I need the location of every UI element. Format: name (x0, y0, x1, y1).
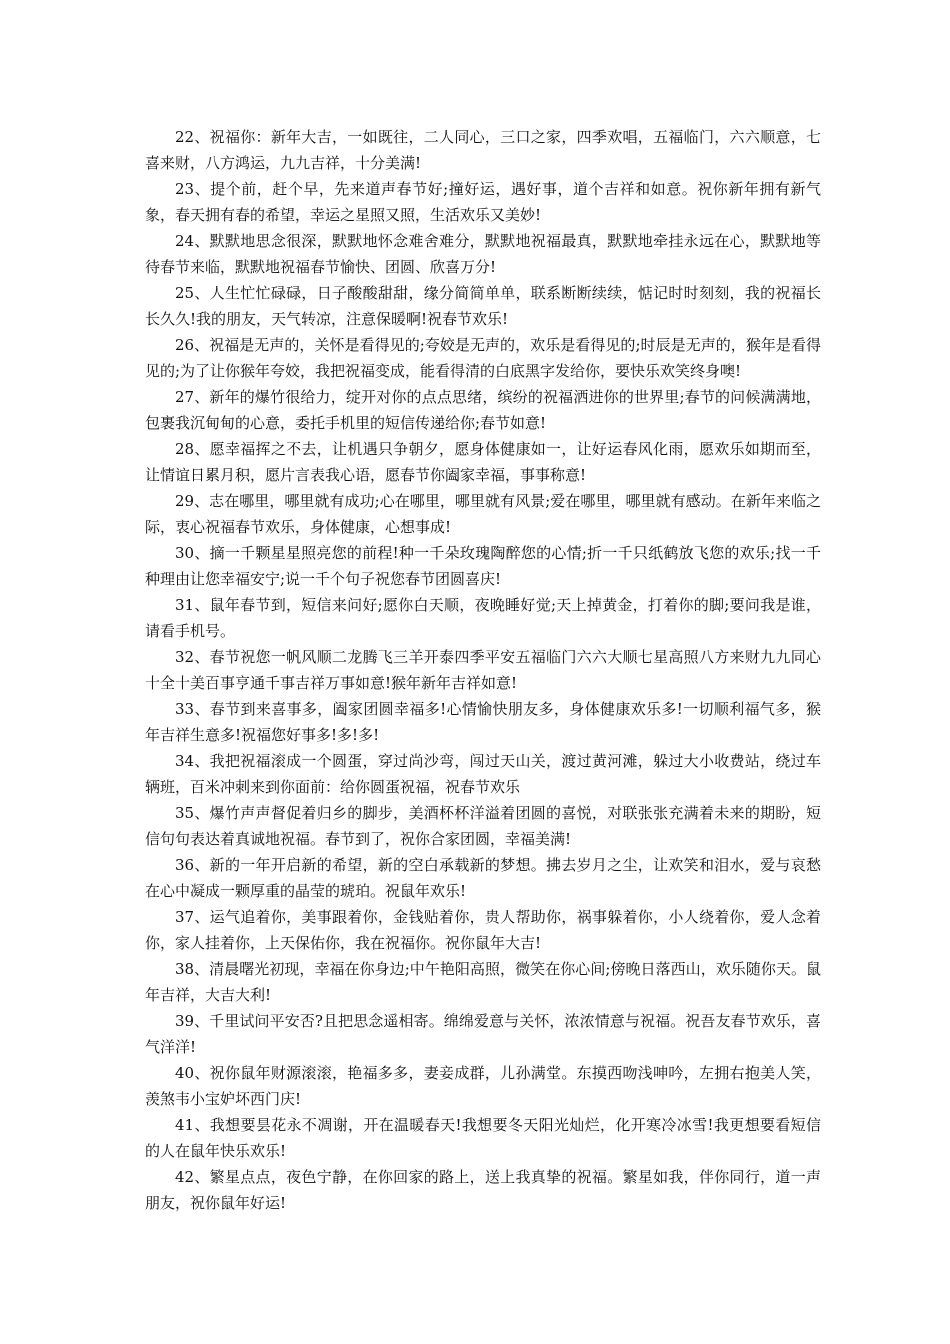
paragraph-27: 27、新年的爆竹很给力，绽开对你的点点思绪，缤纷的祝福洒进你的世界里;春节的问候满满地，包裹我沉甸甸的心意，委托手机里的短信传递给你;春节如意! (145, 388, 821, 432)
paragraph-41: 41、我想要昙花永不凋谢，开在温暖春天!我想要冬天阳光灿烂，化开寒冷冰雪!我更想要看短信的人在鼠年快乐欢乐! (145, 1116, 821, 1160)
paragraph-33: 33、春节到来喜事多，阖家团圆幸福多!心情愉快朋友多，身体健康欢乐多!一切顺利福气多，猴年吉祥生意多!祝福您好事多!多!多! (145, 700, 821, 744)
paragraph-24: 24、默默地思念很深，默默地怀念难舍难分，默默地祝福最真，默默地牵挂永远在心，默默地等待春节来临，默默地祝福春节愉快、团圆、欣喜万分! (145, 232, 821, 276)
paragraph-34: 34、我把祝福滚成一个圆蛋，穿过尚沙弯，闯过天山关，渡过黄河滩，躲过大小收费站，绕过车辆班，百米冲刺来到你面前：给你圆蛋祝福，祝春节欢乐 (145, 752, 821, 796)
paragraph-25: 25、人生忙忙碌碌，日子酸酸甜甜，缘分简简单单，联系断断续续，惦记时时刻刻，我的祝福长长久久!我的朋友，天气转凉，注意保暖啊!祝春节欢乐! (145, 284, 821, 328)
paragraph-22: 22、祝福你：新年大吉，一如既往，二人同心，三口之家，四季欢唱，五福临门，六六顺意，七喜来财，八方鸿运，九九吉祥，十分美满! (145, 128, 821, 172)
paragraph-36: 36、新的一年开启新的希望，新的空白承载新的梦想。拂去岁月之尘，让欢笑和泪水，爱与哀愁在心中凝成一颗厚重的晶莹的琥珀。祝鼠年欢乐! (145, 856, 821, 900)
paragraph-32: 32、春节祝您一帆风顺二龙腾飞三羊开泰四季平安五福临门六六大顺七星高照八方来财九九同心十全十美百事亨通千事吉祥万事如意!猴年新年吉祥如意! (145, 648, 821, 692)
paragraph-28: 28、愿幸福挥之不去，让机遇只争朝夕，愿身体健康如一，让好运春风化雨，愿欢乐如期而至，让情谊日累月积，愿片言表我心语，愿春节你阖家幸福，事事称意! (145, 440, 821, 484)
paragraph-29: 29、志在哪里，哪里就有成功;心在哪里，哪里就有风景;爱在哪里，哪里就有感动。在新年来临之际，衷心祝福春节欢乐，身体健康，心想事成! (145, 492, 821, 536)
paragraph-35: 35、爆竹声声督促着归乡的脚步，美酒杯杯洋溢着团圆的喜悦，对联张张充满着未来的期盼，短信句句表达着真诚地祝福。春节到了，祝你合家团圆，幸福美满! (145, 804, 821, 848)
paragraph-30: 30、摘一千颗星星照亮您的前程!种一千朵玫瑰陶醉您的心情;折一千只纸鹤放飞您的欢乐;找一千种理由让您幸福安宁;说一千个句子祝您春节团圆喜庆! (145, 544, 821, 588)
paragraph-23: 23、提个前，赶个早，先来道声春节好;撞好运，遇好事，道个吉祥和如意。祝你新年拥有新气象，春天拥有春的希望，幸运之星照又照，生活欢乐又美妙! (145, 180, 821, 224)
paragraph-38: 38、清晨曙光初现，幸福在你身边;中午艳阳高照，微笑在你心间;傍晚日落西山，欢乐随你天。鼠年吉祥，大吉大利! (145, 960, 821, 1004)
document-body (145, 124, 821, 1216)
paragraph-37: 37、运气追着你，美事跟着你，金钱贴着你，贵人帮助你，祸事躲着你，小人绕着你，爱人念着你，家人挂着你，上天保佑你，我在祝福你。祝你鼠年大吉! (145, 908, 821, 952)
paragraph-42: 42、繁星点点，夜色宁静，在你回家的路上，送上我真挚的祝福。繁星如我，伴你同行，道一声朋友，祝你鼠年好运! (145, 1168, 821, 1212)
paragraph-40: 40、祝你鼠年财源滚滚，艳福多多，妻妾成群，儿孙满堂。东摸西吻浅呻吟，左拥右抱美人笑，羡煞韦小宝妒坏西门庆! (145, 1064, 821, 1108)
paragraph-39: 39、千里试问平安否?且把思念遥相寄。绵绵爱意与关怀，浓浓情意与祝福。祝吾友春节欢乐，喜气洋洋! (145, 1012, 821, 1056)
paragraph-26: 26、祝福是无声的，关怀是看得见的;夸姣是无声的，欢乐是看得见的;时辰是无声的，猴年是看得见的;为了让你猴年夸姣，我把祝福变成，能看得清的白底黑字发给你，要快乐欢笑终身噢! (145, 336, 821, 380)
paragraph-31: 31、鼠年春节到，短信来问好;愿你白天顺，夜晚睡好觉;天上掉黄金，打着你的脚;要问我是谁，请看手机号。 (145, 596, 821, 640)
